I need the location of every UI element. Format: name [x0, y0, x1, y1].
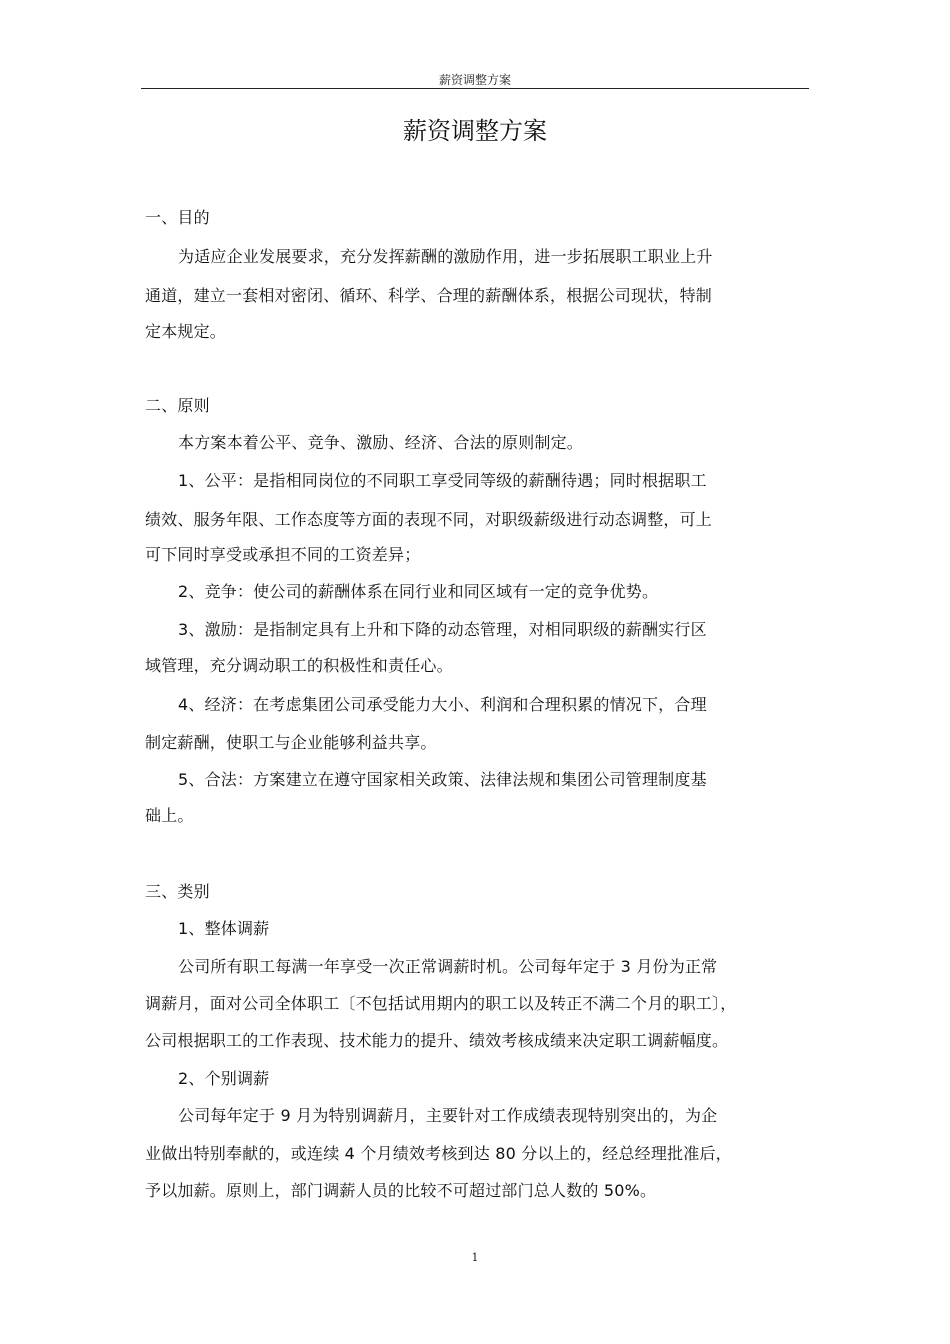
- paragraph-line: 公司根据职工的工作表现、技术能力的提升、绩效考核成绩来决定职工调薪幅度。: [145, 1031, 729, 1050]
- paragraph-line: 公司每年定于 9 月为特别调薪月，主要针对工作成绩表现特别突出的，为企: [178, 1106, 718, 1125]
- paragraph-line: 定本规定。: [145, 322, 227, 341]
- document-title: 薪资调整方案: [403, 117, 547, 145]
- subheading-overall-adjustment: 1、整体调薪: [178, 919, 270, 938]
- header-rule: [141, 88, 809, 89]
- paragraph-line: 业做出特别奉献的，或连续 4 个月绩效考核到达 80 分以上的，经总经理批准后，: [145, 1144, 732, 1163]
- running-header: 薪资调整方案: [438, 73, 511, 87]
- section-heading-purpose: 一、目的: [145, 208, 210, 227]
- page-number: 1: [471, 1251, 479, 1264]
- subheading-individual-adjustment: 2、个别调薪: [178, 1069, 270, 1088]
- paragraph-line: 调薪月，面对公司全体职工〔不包括试用期内的职工以及转正不满二个月的职工〕，: [145, 994, 737, 1013]
- paragraph-line: 制定薪酬，使职工与企业能够利益共享。: [145, 733, 437, 752]
- list-item-fairness: 1、公平：是指相同岗位的不同职工享受同等级的薪酬待遇；同时根据职工: [178, 471, 707, 490]
- section-heading-principles: 二、原则: [145, 396, 210, 415]
- section-heading-categories: 三、类别: [145, 882, 210, 901]
- list-item-economy: 4、经济：在考虑集团公司承受能力大小、利润和合理积累的情况下，合理: [178, 695, 707, 714]
- paragraph-line: 公司所有职工每满一年享受一次正常调薪时机。公司每年定于 3 月份为正常: [178, 957, 718, 976]
- paragraph-line: 予以加薪。原则上，部门调薪人员的比较不可超过部门总人数的 50%。: [145, 1181, 657, 1200]
- list-item-incentive: 3、激励：是指制定具有上升和下降的动态管理，对相同职级的薪酬实行区: [178, 620, 707, 639]
- paragraph-line: 为适应企业发展要求，充分发挥薪酬的激励作用，进一步拓展职工职业上升: [178, 247, 713, 266]
- paragraph-line: 可下同时享受或承担不同的工资差异；: [145, 545, 421, 564]
- paragraph-line: 通道，建立一套相对密闭、循环、科学、合理的薪酬体系，根据公司现状，特制: [145, 286, 713, 305]
- paragraph-line: 础上。: [145, 806, 194, 825]
- list-item-competition: 2、竞争：使公司的薪酬体系在同行业和同区域有一定的竞争优势。: [178, 582, 659, 601]
- list-item-legality: 5、合法：方案建立在遵守国家相关政策、法律法规和集团公司管理制度基: [178, 770, 707, 789]
- paragraph-line: 绩效、服务年限、工作态度等方面的表现不同，对职级薪级进行动态调整，可上: [145, 510, 713, 529]
- paragraph-line: 域管理，充分调动职工的积极性和责任心。: [145, 656, 453, 675]
- paragraph-line: 本方案本着公平、竞争、激励、经济、合法的原则制定。: [178, 433, 584, 452]
